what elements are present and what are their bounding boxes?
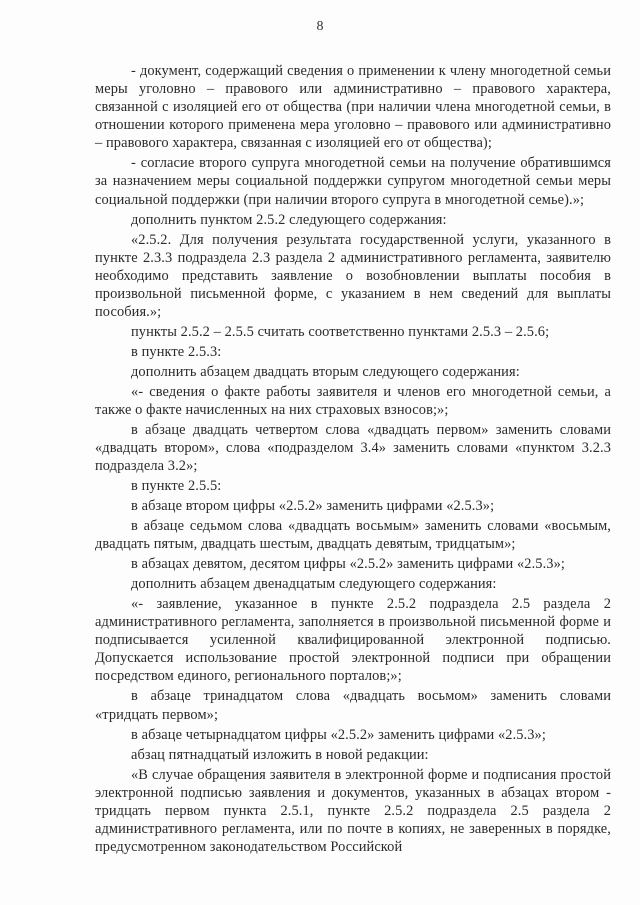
paragraph: «В случае обращения заявителя в электронной форме и подписания простой электронной подписью заявления и документов, указанных в абзацах втором - тридцать первом пункта 2.5.1, пункте 2.5.2 подраздела 2.5 раздела 2 административного регламента, или по почте в копиях, не заверенных в порядке, предусмотренном законодательством Российской xyxy=(95,766,611,855)
paragraph: «2.5.2. Для получения результата государственной услуги, указанного в пункте 2.3.3 подраздела 2.3 раздела 2 административного регламента, заявителю необходимо представить заявление о возобновлении выплаты пособия в произвольной письменной форме, с указанием в нем сведений для выплаты пособия.»; xyxy=(95,231,611,320)
paragraph: в абзацах девятом, десятом цифры «2.5.2» заменить цифрами «2.5.3»; xyxy=(131,556,565,573)
paragraph: пункты 2.5.2 – 2.5.5 считать соответственно пунктами 2.5.3 – 2.5.6; xyxy=(131,323,550,340)
page-number: 8 xyxy=(316,19,324,34)
paragraph: в абзаце двадцать четвертом слова «двадцать первом» заменить словами «двадцать втором», слова «подразделом 3.4» заменить словами «пунктом 3.2.3 подраздела 3.2»; xyxy=(95,421,611,475)
paragraph: дополнить абзацем двенадцатым следующего содержания: xyxy=(131,576,497,593)
paragraph: - документ, содержащий сведения о применении к члену многодетной семьи меры уголовно – правового или административно – правового характера, связанной с изоляцией его от общества (при наличии члена многодетной семьи, в отношении которого применена мера уголовно – правового или административно – правового характера, связанная с изоляцией его от общества); xyxy=(95,63,611,152)
paragraph: «- сведения о факте работы заявителя и членов его многодетной семьи, а также о факте начисленных на них страховых взносов;»; xyxy=(95,383,611,418)
paragraph: дополнить абзацем двадцать вторым следующего содержания: xyxy=(131,363,520,380)
paragraph: абзац пятнадцатый изложить в новой редакции: xyxy=(131,746,429,763)
paragraph: - согласие второго супруга многодетной семьи на получение обратившимся за назначением меры социальной поддержки супругом многодетной семьи меры социальной поддержки (при наличии второго супруга в многодетной семье).»; xyxy=(95,155,611,208)
paragraph: в пункте 2.5.5: xyxy=(131,478,222,495)
paragraph: в пункте 2.5.3: xyxy=(131,343,222,360)
paragraph: в абзаце втором цифры «2.5.2» заменить цифрами «2.5.3»; xyxy=(131,498,495,515)
paragraph: в абзаце тринадцатом слова «двадцать восьмом» заменить словами «тридцать первом»; xyxy=(95,688,611,723)
paragraph: «- заявление, указанное в пункте 2.5.2 подраздела 2.5 раздела 2 административного регламента, заполняется в произвольной письменной форме и подписывается усиленной квалифицированной электронной подписью. Допускается использование простой электронной подписи при обращении посредством единого, регионального порталов;»; xyxy=(95,596,611,685)
paragraph: в абзаце четырнадцатом цифры «2.5.2» заменить цифрами «2.5.3»; xyxy=(131,726,546,743)
document-body xyxy=(95,62,611,858)
paragraph: в абзаце седьмом слова «двадцать восьмым» заменить словами «восьмым, двадцать пятым, двадцать шестым, двадцать девятым, тридцатым»; xyxy=(95,518,611,553)
paragraph: дополнить пунктом 2.5.2 следующего содержания: xyxy=(131,211,447,228)
